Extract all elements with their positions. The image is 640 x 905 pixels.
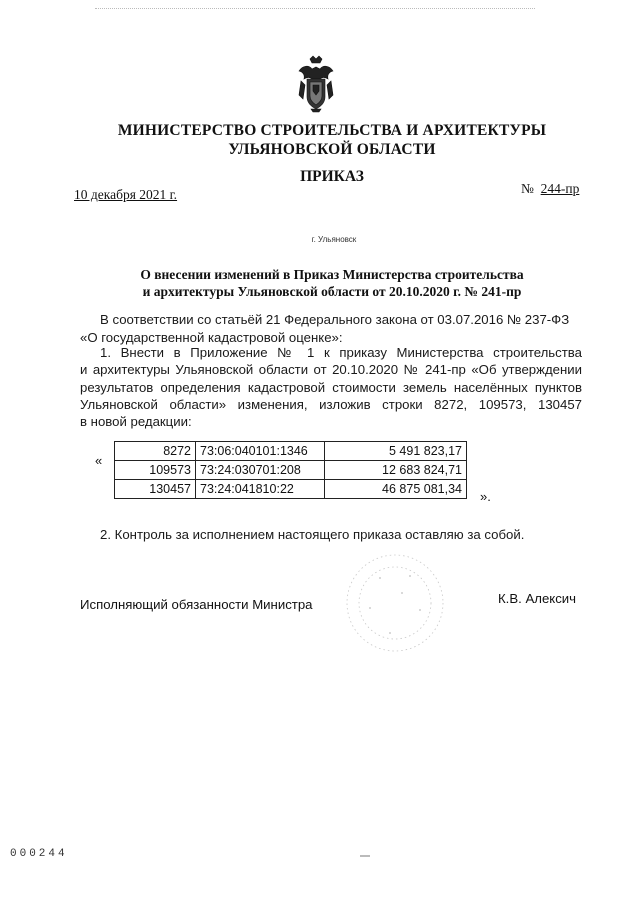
table-row <box>115 461 467 480</box>
row-number-cell: 8272 <box>115 442 196 461</box>
body-text-line: 2. Контроль за исполнением настоящего приказа оставляю за собой. <box>100 527 525 542</box>
cadastral-number-cell: 73:06:040101:1346 <box>196 442 325 461</box>
city: г. Ульяновск <box>311 235 357 244</box>
cadastral-value-cell: 5 491 823,17 <box>325 442 467 461</box>
body-text-line: В соответствии со статьёй 21 Федерального закона от 03.07.2016 № 237-ФЗ <box>100 312 570 327</box>
coat-of-arms-icon <box>293 55 339 113</box>
cadastral-number-cell: 73:24:030701:208 <box>196 461 325 480</box>
body-text-line: результатов определения кадастровой стоимости земель населённых пунктов <box>80 380 582 395</box>
body-text-line: 1. Внести в Приложение № 1 к приказу Министерства строительства <box>100 345 582 360</box>
table-row <box>115 480 467 499</box>
serial-number: 000244 <box>10 848 68 860</box>
scan-artifact-mark <box>360 855 370 857</box>
subject-line2: и архитектуры Ульяновской области от 20.10.2020 г. № 241-пр <box>142 284 522 299</box>
cadastral-value-cell: 46 875 081,34 <box>325 480 467 499</box>
subject-line1: О внесении изменений в Приказ Министерства строительства <box>140 267 524 282</box>
ministry-name-line1: МИНИСТЕРСТВО СТРОИТЕЛЬСТВА И АРХИТЕКТУРЫ <box>117 122 547 139</box>
order-date: 10 декабря 2021 г. <box>74 187 178 202</box>
table-row <box>115 442 467 461</box>
body-text-line: в новой редакции: <box>80 414 192 429</box>
cadastral-number-cell: 73:24:041810:22 <box>196 480 325 499</box>
stamp-mark-icon <box>340 548 450 658</box>
cadastral-value-cell: 12 683 824,71 <box>325 461 467 480</box>
ministry-name-line2: УЛЬЯНОВСКОЙ ОБЛАСТИ <box>228 141 436 158</box>
document-type: ПРИКАЗ <box>300 168 364 185</box>
signatory-title: Исполняющий обязанности Министра <box>80 597 313 612</box>
quote-open: « <box>95 453 103 468</box>
signatory-name: К.В. Алексич <box>498 591 577 606</box>
cadastral-table <box>114 441 467 499</box>
row-number-cell: 130457 <box>115 480 196 499</box>
body-text-line: Ульяновской области» изменения, изложив строки 8272, 109573, 130457 <box>80 397 582 412</box>
order-number: № 244-пр <box>521 181 580 196</box>
body-text-line: «О государственной кадастровой оценке»: <box>80 330 343 345</box>
quote-close: ». <box>480 489 491 504</box>
scan-artifact-line <box>95 8 535 9</box>
row-number-cell: 109573 <box>115 461 196 480</box>
body-text-line: и архитектуры Ульяновской области от 20.10.2020 № 241-пр «Об утверждении <box>80 362 582 377</box>
